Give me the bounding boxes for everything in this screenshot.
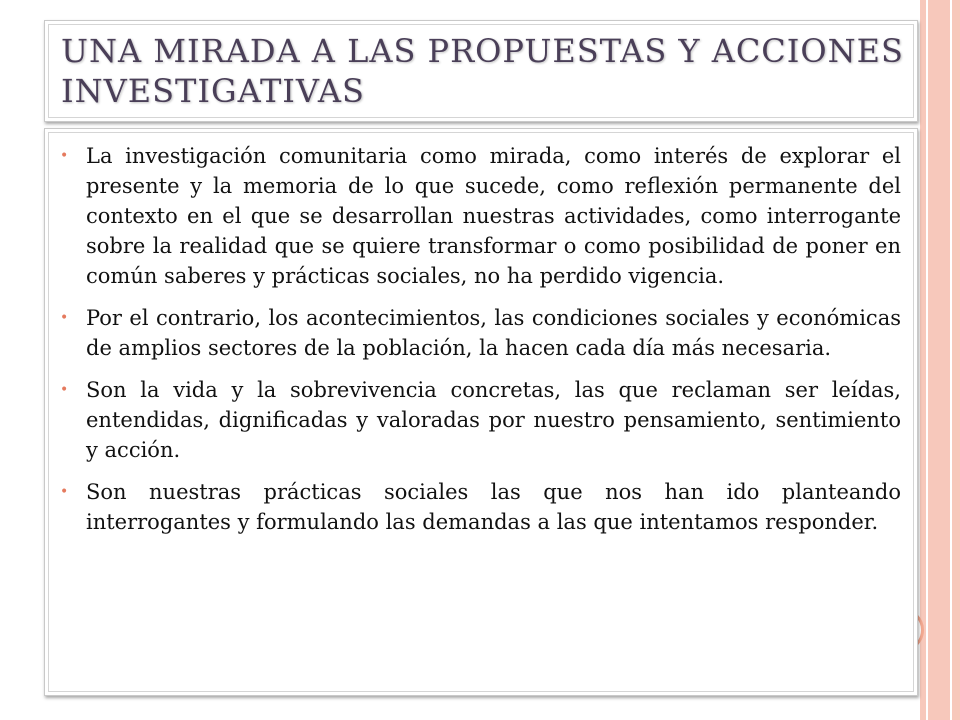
bullet-item bbox=[57, 477, 901, 537]
slide-title: UNA MIRADA A LAS PROPUESTAS Y ACCIONES INVESTIGATIVAS bbox=[61, 32, 904, 110]
bullet-text: Por el contrario, los acontecimientos, las condiciones sociales y económicas de amplios sectores de la población, la hacen cada día más necesaria. bbox=[86, 306, 901, 360]
band-stripe bbox=[926, 0, 928, 720]
bullet-text: La investigación comunitaria como mirada, como interés de explorar el presente y la memoria de lo que sucede, como reflexión permanente del contexto en el que se desarrollan nuestras actividades, como interrogante sobre la realidad que se quiere transformar o como posibilidad de poner en común saberes y prácticas sociales, no ha perdido vigencia. bbox=[86, 144, 901, 288]
band-stripe bbox=[950, 0, 952, 720]
content-box bbox=[44, 128, 918, 696]
bullet-dot-icon: • bbox=[60, 382, 69, 398]
bullet-text: Son la vida y la sobrevivencia concretas, las que reclaman ser leídas, entendidas, dignificadas y valoradas por nuestro pensamiento, sentimiento y acción. bbox=[86, 378, 901, 462]
bullet-item bbox=[57, 141, 901, 291]
title-box bbox=[44, 20, 918, 122]
bullet-dot-icon: • bbox=[60, 148, 69, 164]
bullet-item bbox=[57, 375, 901, 465]
bullet-dot-icon: • bbox=[60, 310, 69, 326]
bullet-text: Son nuestras prácticas sociales las que nos han ido planteando interrogantes y formulando las demandas a las que intentamos responder. bbox=[86, 480, 901, 534]
bullet-item bbox=[57, 303, 901, 363]
bullet-dot-icon: • bbox=[60, 484, 69, 500]
decorative-side-band bbox=[920, 0, 960, 720]
bullet-list bbox=[57, 141, 901, 549]
